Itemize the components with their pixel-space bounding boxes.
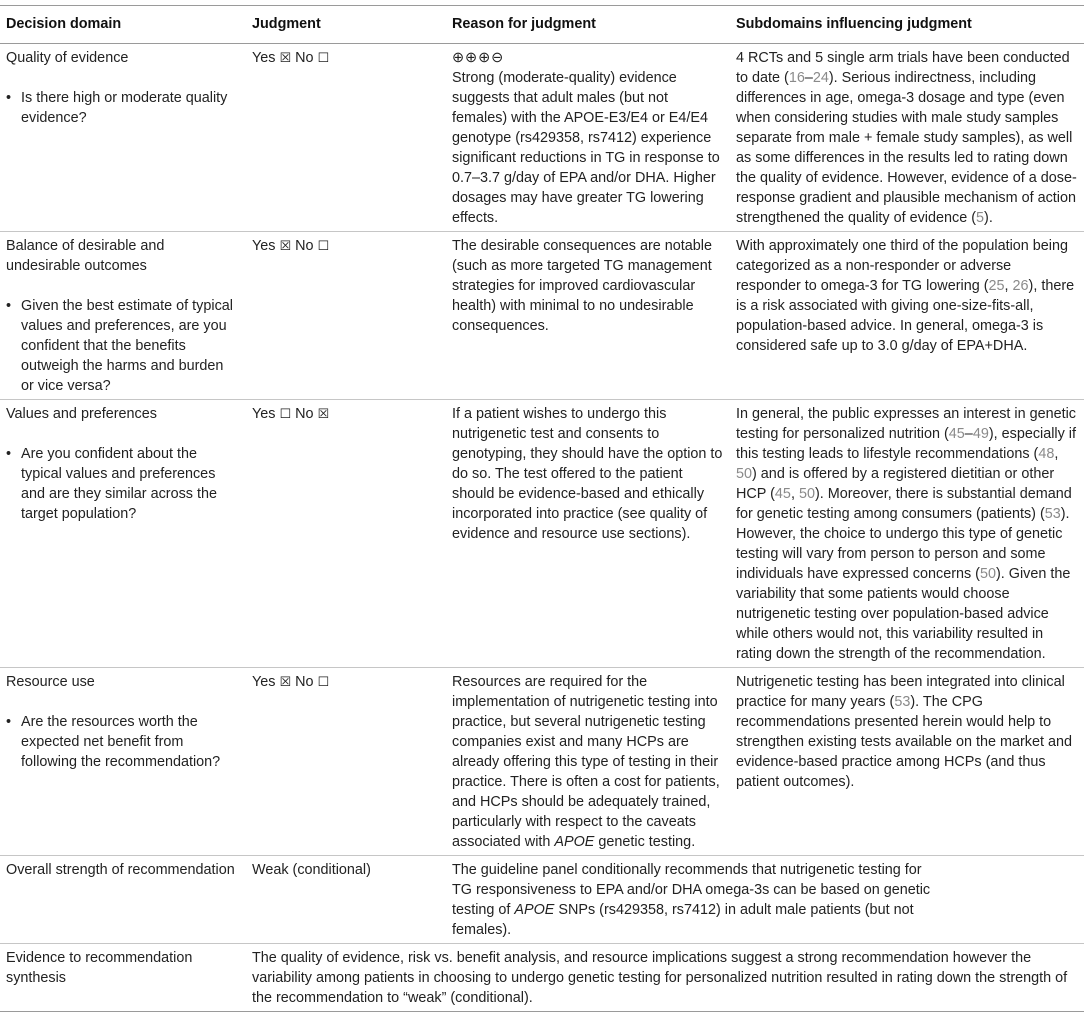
subdomain-text: In general, the public expresses an interest in genetic testing for personalized nutrition ( [736,406,1076,442]
checked-box-icon: ☒ [279,675,292,690]
reference-link[interactable]: 45 [948,426,965,442]
subdomain-cell [730,232,1084,400]
judgment-no-label: No [295,406,314,422]
gene-name: APOE [514,902,555,918]
reference-link[interactable]: 50 [979,566,996,582]
reference-separator: – [964,426,973,442]
judgment-no-label: No [295,238,314,254]
synthesis-text: The quality of evidence, risk vs. benefit analysis, and resource implications suggest a strong recommendation however the variability among patients in choosing to undergo genetic testing for personalized nutrition resulted in rating down the strength of the recommendation to “weak” (conditional). [252,950,1068,1006]
reason-text: Resources are required for the implementation of nutrigenetic testing into practice, but several nutrigenetic testing companies exist and many HCPs are already offering this type of testing in their practice. There is often a cost for patients, and HCPs should be adequately trained, particularly with respect to the caveats associated with [452,674,720,850]
table-row [0,856,1084,944]
judgment-yes-label: Yes [252,238,276,254]
header-decision-domain: Decision domain [0,6,246,44]
subdomain-text: ), there is a risk associated with giving one-size-fits-all, population-based advice. In general, omega-3 is considered safe up to 3.0 g/day of EPA+DHA. [736,278,1075,354]
domain-question: Given the best estimate of typical values and preferences, are you confident that the benefits outweigh the harms and burden or vice versa? [21,298,233,394]
unchecked-box-icon: ☐ [317,675,330,690]
reference-link[interactable]: 45 [774,486,791,502]
reference-separator: , [1004,278,1013,294]
unchecked-box-icon: ☐ [317,239,330,254]
strength-value: Weak (conditional) [252,862,371,878]
reference-separator: , [790,486,799,502]
reference-link[interactable]: 53 [894,694,911,710]
reference-link[interactable]: 5 [976,210,985,226]
table-row [0,668,1084,856]
header-row [0,6,1084,44]
table-row [0,944,1084,1012]
judgment-cell [246,668,446,856]
subdomain-text: ). Moreover, there is substantial demand for genetic testing among consumers (patients) ( [736,486,1072,522]
judgment-no-label: No [295,50,314,66]
reference-separator: , [1054,446,1059,462]
judgment-no-label: No [295,674,314,690]
bullet-icon: • [6,298,12,314]
judgment-cell [246,44,446,232]
reference-link[interactable]: 50 [736,466,753,482]
subdomain-text: With approximately one third of the population being categorized as a non-responder or adverse responder to omega-3 for TG lowering ( [736,238,1068,294]
subdomain-cell [730,668,1084,856]
domain-title: Evidence to recommendation synthesis [6,950,193,986]
domain-title: Resource use [6,674,95,690]
unchecked-box-icon: ☐ [279,407,292,422]
table-row [0,44,1084,232]
reason-cell [446,400,730,668]
judgment-yes-label: Yes [252,50,276,66]
header-subdomains: Subdomains influencing judgment [730,6,1084,44]
header-reason: Reason for judgment [446,6,730,44]
reason-text: genetic testing. [594,834,696,850]
subdomain-text: ). Serious indirectness, including differences in age, omega-3 dosage and type (even when considering studies with male study samples separate from male + female study samples), as well as some differences in the results led to rating down the quality of evidence. However, evidence of a dose-response gradient and plausible mechanism of action strengthened the quality of evidence ( [736,70,1077,226]
domain-question: Are you confident about the typical values and preferences and are they similar across the target population? [21,446,217,522]
domain-cell [0,668,246,856]
domain-cell [0,944,246,1012]
checked-box-icon: ☒ [279,51,292,66]
reason-text: The desirable consequences are notable (such as more targeted TG management strategies for improved cardiovascular health) with minimal to no undesirable consequences. [452,238,713,334]
domain-title: Balance of desirable and undesirable outcomes [6,238,165,274]
subdomain-text: ). Given the variability that some patients would choose nutrigenetic testing over population-based advice while others would not, this variability resulted in rating down the strength of the recommendation. [736,566,1071,662]
unchecked-box-icon: ☐ [317,51,330,66]
table-row [0,400,1084,668]
recommendation-text: The guideline panel conditionally recommends that nutrigenetic testing for TG responsiveness to EPA and/or DHA omega-3s can be based on genetic testing of [452,862,931,918]
gene-name: APOE [554,834,595,850]
domain-cell [0,856,246,944]
reference-link[interactable]: 49 [972,426,989,442]
reference-separator: – [804,70,813,86]
judgment-yes-label: Yes [252,406,276,422]
judgment-yes-label: Yes [252,674,276,690]
domain-title: Quality of evidence [6,50,129,66]
domain-cell [0,232,246,400]
judgment-cell [246,400,446,668]
judgment-cell [246,232,446,400]
reference-link[interactable]: 53 [1044,506,1061,522]
subdomain-text: ), especially if this testing leads to lifestyle recommendations ( [736,426,1077,462]
subdomain-text: 4 RCTs and 5 single arm trials have been conducted to date ( [736,50,1070,86]
reference-link[interactable]: 26 [1012,278,1029,294]
bullet-icon: • [6,446,12,462]
subdomain-text: ). The CPG recommendations presented herein would help to strengthen existing tests available on the market and evidence-based practice among HCPs (and thus patient outcomes). [736,694,1072,790]
domain-title: Values and preferences [6,406,157,422]
subdomain-text: Nutrigenetic testing has been integrated into clinical practice for many years ( [736,674,1065,710]
subdomain-text: ) and is offered by a registered dietitian or other HCP ( [736,466,1055,502]
domain-cell [0,400,246,668]
reason-text: If a patient wishes to undergo this nutrigenetic test and consents to genotyping, they should have the option to do so. The test offered to the patient should be evidence-based and ethically incorporated into practice (see quality of evidence and resource use sections). [452,406,723,542]
subdomain-cell [730,400,1084,668]
recommendation-text: SNPs (rs429358, rs7412) in adult male patients (but not females). [452,902,914,938]
reference-link[interactable]: 48 [1038,446,1055,462]
bullet-icon: • [6,90,12,106]
reference-link[interactable]: 16 [788,70,805,86]
reference-link[interactable]: 24 [812,70,829,86]
synthesis-cell [246,944,1084,1012]
domain-question: Is there high or moderate quality evidence? [21,90,228,126]
judgment-cell [246,856,446,944]
domain-cell [0,44,246,232]
reason-text: Strong (moderate-quality) evidence suggests that adult males (but not females) with the APOE-E3/E4 or E4/E4 genotype (rs429358, rs7412) experience significant reductions in TG in response to 0.7–3.7 g/day of EPA and/or DHA. Higher dosages may have greater TG lowering effects. [452,70,720,226]
domain-title: Overall strength of recommendation [6,862,235,878]
reason-cell [446,232,730,400]
reference-link[interactable]: 25 [988,278,1005,294]
reason-cell [446,668,730,856]
domain-question: Are the resources worth the expected net benefit from following the recommendation? [21,714,221,770]
checked-box-icon: ☒ [279,239,292,254]
certainty-rating-icons: ⊕⊕⊕⊖ [452,50,505,66]
bullet-icon: • [6,714,12,730]
subdomain-text: ). However, the choice to undergo this type of genetic testing will vary from person to person and some individuals have expressed concerns ( [736,506,1070,582]
recommendation-cell [446,856,1084,944]
reason-cell [446,44,730,232]
subdomain-text: ). [984,210,993,226]
decision-table [0,5,1084,1012]
reference-link[interactable]: 50 [798,486,815,502]
checked-box-icon: ☒ [317,407,330,422]
header-judgment: Judgment [246,6,446,44]
table-row [0,232,1084,400]
subdomain-cell [730,44,1084,232]
